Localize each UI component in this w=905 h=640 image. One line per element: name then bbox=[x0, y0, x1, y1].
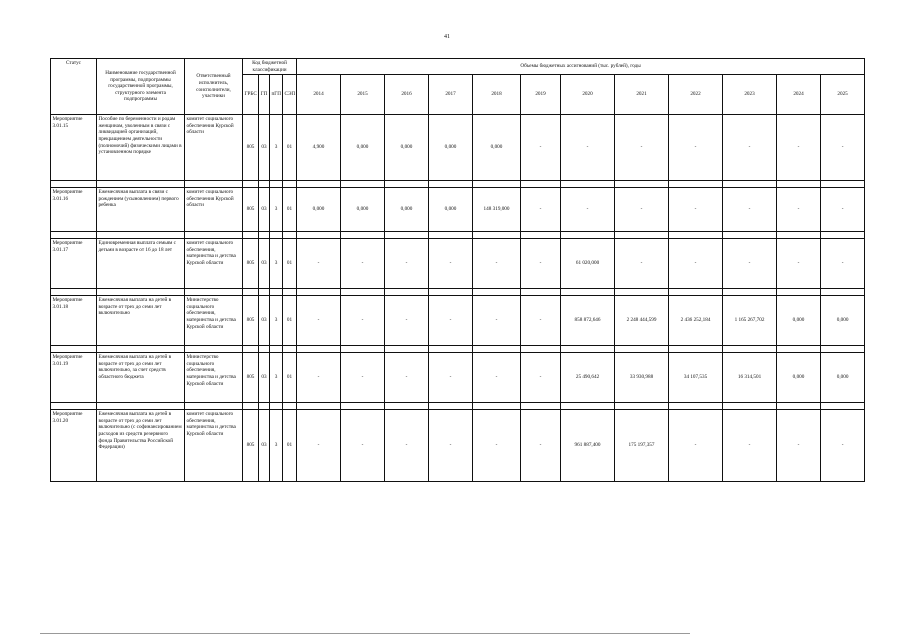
row-value: - bbox=[723, 410, 777, 482]
row-value: - bbox=[669, 239, 723, 289]
row-value: 0,000 bbox=[821, 353, 865, 403]
header-year: 2021 bbox=[615, 75, 669, 115]
row-value: 2 436 252,184 bbox=[669, 296, 723, 346]
row-code: 3 bbox=[270, 353, 283, 403]
row-value: - bbox=[521, 353, 561, 403]
row-value: - bbox=[297, 239, 341, 289]
row-name: Ежемесячная выплата на детей в возрасте от трех до семи лет включительно bbox=[97, 296, 185, 346]
row-code: 805 bbox=[243, 115, 259, 181]
row-executor: комитет социального обеспечения Курской области bbox=[185, 188, 243, 232]
row-name: Пособие по беременности и родам женщинам, уволенным в связи с ликвидацией организаций, прекращением деятельности (полномочий) физическими лицами в установленном порядке bbox=[97, 115, 185, 181]
row-value: - bbox=[473, 296, 521, 346]
header-year: 2020 bbox=[561, 75, 615, 115]
row-value: 961 887,400 bbox=[561, 410, 615, 482]
header-code-pgp: пГП bbox=[270, 75, 283, 115]
row-value: 0,000 bbox=[429, 115, 473, 181]
budget-table bbox=[50, 58, 865, 482]
scan-edge-line bbox=[40, 633, 690, 634]
header-year: 2016 bbox=[385, 75, 429, 115]
row-gap bbox=[51, 346, 865, 353]
row-value: - bbox=[723, 188, 777, 232]
header-code-sep: СЭП bbox=[283, 75, 297, 115]
row-value: - bbox=[777, 239, 821, 289]
row-executor: комитет социального обеспечения, материнства и детства Курской области bbox=[185, 410, 243, 482]
row-value: 0,000 bbox=[385, 188, 429, 232]
header-name: Наименование государственной программы, подпрограммы государственной программы, структурного элемента подпрограммы bbox=[97, 59, 185, 115]
row-value: - bbox=[521, 115, 561, 181]
header-year: 2024 bbox=[777, 75, 821, 115]
header-year: 2022 bbox=[669, 75, 723, 115]
row-value: - bbox=[385, 296, 429, 346]
row-executor: Министерство социального обеспечения, материнства и детства Курской области bbox=[185, 296, 243, 346]
row-name: Ежемесячная выплата на детей в возрасте от трех до семи лет включительно, за счет средств областного бюджета bbox=[97, 353, 185, 403]
row-value: - bbox=[723, 115, 777, 181]
row-value: - bbox=[561, 188, 615, 232]
row-name: Единовременная выплата семьям с детьми в возрасте от 16 до 18 лет bbox=[97, 239, 185, 289]
row-code: 3 bbox=[270, 115, 283, 181]
row-value: 33 930,988 bbox=[615, 353, 669, 403]
header-volumes: Объемы бюджетных ассигнований (тыс. рублей), годы bbox=[297, 59, 865, 75]
row-value: 0,000 bbox=[341, 188, 385, 232]
row-value: 0,000 bbox=[821, 296, 865, 346]
row-value: - bbox=[521, 410, 561, 482]
row-code: 01 bbox=[283, 353, 297, 403]
row-value: 175 197,357 bbox=[615, 410, 669, 482]
row-value: 148 319,000 bbox=[473, 188, 521, 232]
table-row bbox=[51, 296, 865, 346]
row-value: - bbox=[521, 188, 561, 232]
row-value: - bbox=[429, 239, 473, 289]
row-value: 858 872,646 bbox=[561, 296, 615, 346]
row-code: 3 bbox=[270, 188, 283, 232]
row-value: - bbox=[777, 115, 821, 181]
row-code: 3 bbox=[270, 410, 283, 482]
row-value: - bbox=[821, 188, 865, 232]
row-code: 03 bbox=[259, 410, 270, 482]
row-value: - bbox=[429, 296, 473, 346]
row-status: Мероприятие 3.01.17 bbox=[51, 239, 97, 289]
row-value: - bbox=[615, 115, 669, 181]
header-year: 2015 bbox=[341, 75, 385, 115]
row-code: 805 bbox=[243, 239, 259, 289]
row-value: 0,000 bbox=[385, 115, 429, 181]
header-year: 2014 bbox=[297, 75, 341, 115]
row-value: - bbox=[297, 353, 341, 403]
table-row bbox=[51, 410, 865, 482]
row-code: 805 bbox=[243, 296, 259, 346]
row-value: - bbox=[669, 410, 723, 482]
row-code: 805 bbox=[243, 410, 259, 482]
header-year: 2017 bbox=[429, 75, 473, 115]
row-gap bbox=[51, 232, 865, 239]
row-gap bbox=[51, 289, 865, 296]
row-value: 1 165 267,702 bbox=[723, 296, 777, 346]
row-code: 01 bbox=[283, 239, 297, 289]
row-code: 01 bbox=[283, 410, 297, 482]
header-year: 2018 bbox=[473, 75, 521, 115]
row-value: - bbox=[473, 410, 521, 482]
row-value: 2 248 444,599 bbox=[615, 296, 669, 346]
table-row bbox=[51, 239, 865, 289]
row-code: 03 bbox=[259, 115, 270, 181]
row-code: 03 bbox=[259, 353, 270, 403]
row-value: - bbox=[777, 410, 821, 482]
header-code-gp: ГП bbox=[259, 75, 270, 115]
row-executor: комитет социального обеспечения Курской области bbox=[185, 115, 243, 181]
row-value: 4,900 bbox=[297, 115, 341, 181]
row-code: 01 bbox=[283, 188, 297, 232]
header-code-grbs: ГРБС bbox=[243, 75, 259, 115]
row-value: - bbox=[341, 353, 385, 403]
row-code: 805 bbox=[243, 188, 259, 232]
row-gap bbox=[51, 403, 865, 410]
row-value: - bbox=[777, 188, 821, 232]
row-code: 01 bbox=[283, 296, 297, 346]
row-value: 25 490,642 bbox=[561, 353, 615, 403]
header-year: 2019 bbox=[521, 75, 561, 115]
row-name: Ежемесячная выплата в связи с рождением (усыновлением) первого ребенка bbox=[97, 188, 185, 232]
header-executor: Ответственный исполнитель, соисполнители, участники bbox=[185, 59, 243, 115]
row-value: - bbox=[385, 410, 429, 482]
row-code: 805 bbox=[243, 353, 259, 403]
row-value: 0,000 bbox=[473, 115, 521, 181]
row-value: - bbox=[341, 296, 385, 346]
row-status: Мероприятие 3.01.15 bbox=[51, 115, 97, 181]
row-status: Мероприятие 3.01.18 bbox=[51, 296, 97, 346]
table-row bbox=[51, 188, 865, 232]
header-year: 2025 bbox=[821, 75, 865, 115]
row-value: - bbox=[615, 188, 669, 232]
row-value: 0,000 bbox=[341, 115, 385, 181]
row-executor: комитет социального обеспечения, материнства и детства Курской области bbox=[185, 239, 243, 289]
row-code: 3 bbox=[270, 239, 283, 289]
table-row bbox=[51, 353, 865, 403]
row-value: - bbox=[615, 239, 669, 289]
row-value: - bbox=[669, 188, 723, 232]
row-value: - bbox=[429, 353, 473, 403]
row-value: - bbox=[473, 239, 521, 289]
row-value: - bbox=[341, 239, 385, 289]
row-value: - bbox=[297, 410, 341, 482]
row-value: 34 107,535 bbox=[669, 353, 723, 403]
row-value: 0,000 bbox=[777, 353, 821, 403]
row-code: 03 bbox=[259, 188, 270, 232]
row-value: - bbox=[297, 296, 341, 346]
row-value: - bbox=[385, 239, 429, 289]
header-year: 2023 bbox=[723, 75, 777, 115]
row-value: - bbox=[521, 296, 561, 346]
row-value: - bbox=[821, 115, 865, 181]
row-status: Мероприятие 3.01.19 bbox=[51, 353, 97, 403]
row-value: - bbox=[723, 239, 777, 289]
row-value: - bbox=[341, 410, 385, 482]
row-code: 03 bbox=[259, 296, 270, 346]
row-executor: Министерство социального обеспечения, материнства и детства Курской области bbox=[185, 353, 243, 403]
row-value: 61 020,000 bbox=[561, 239, 615, 289]
row-value: 0,000 bbox=[429, 188, 473, 232]
row-code: 03 bbox=[259, 239, 270, 289]
row-value: 16 314,501 bbox=[723, 353, 777, 403]
row-name: Ежемесячная выплата на детей в возрасте от трех до семи лет включительно (с софинансированием расходов из средств резервного фонда Правительства Российской Федерации) bbox=[97, 410, 185, 482]
row-value: - bbox=[385, 353, 429, 403]
row-status: Мероприятие 3.01.16 bbox=[51, 188, 97, 232]
header-status: Статус bbox=[51, 59, 97, 115]
row-value: - bbox=[473, 353, 521, 403]
row-gap bbox=[51, 181, 865, 188]
table-row bbox=[51, 115, 865, 181]
header-budget-code: Код бюджетной классификации bbox=[243, 59, 297, 75]
page-number: 41 bbox=[444, 34, 450, 40]
row-value: - bbox=[561, 115, 615, 181]
row-code: 01 bbox=[283, 115, 297, 181]
row-value: - bbox=[429, 410, 473, 482]
row-value: 0,000 bbox=[297, 188, 341, 232]
row-status: Мероприятие 3.01.20 bbox=[51, 410, 97, 482]
row-code: 3 bbox=[270, 296, 283, 346]
row-value: - bbox=[821, 410, 865, 482]
row-value: 0,000 bbox=[777, 296, 821, 346]
row-value: - bbox=[821, 239, 865, 289]
row-value: - bbox=[669, 115, 723, 181]
row-value: - bbox=[521, 239, 561, 289]
